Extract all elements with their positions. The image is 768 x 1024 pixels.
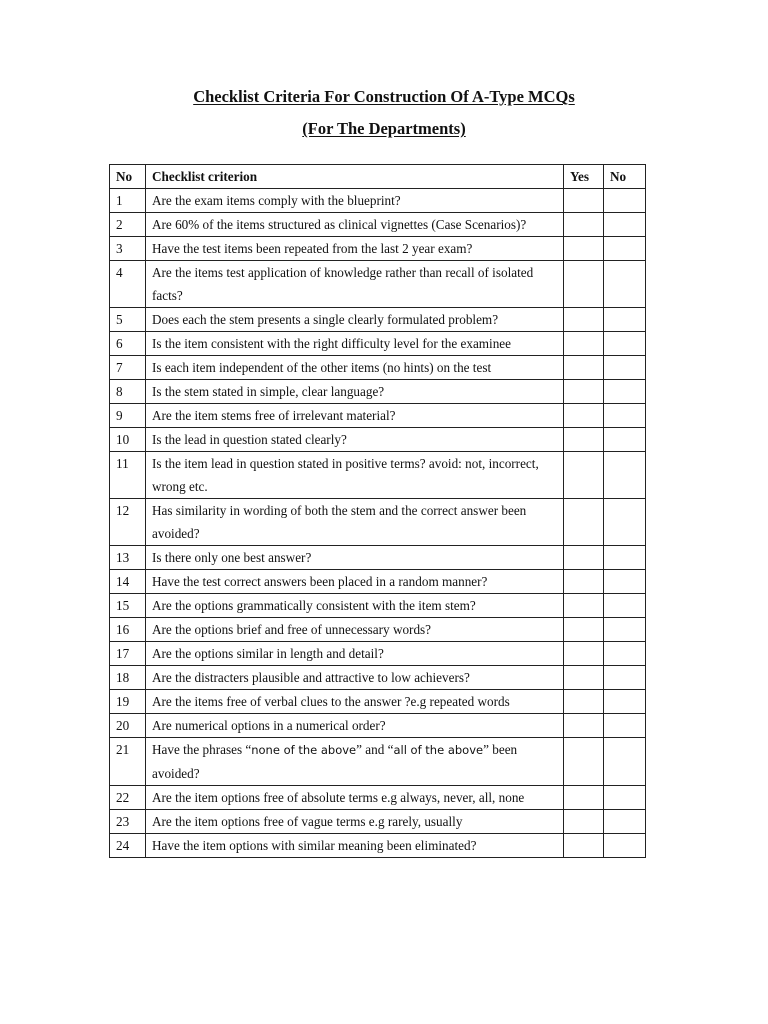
row-criterion: Are the options grammatically consistent with the item stem? (146, 594, 564, 618)
row-criterion: Is the stem stated in simple, clear language? (146, 380, 564, 404)
table-row (110, 714, 646, 738)
no-checkbox-cell[interactable] (604, 570, 646, 594)
header-criterion: Checklist criterion (146, 165, 564, 189)
yes-checkbox-cell[interactable] (564, 261, 604, 308)
table-row (110, 642, 646, 666)
row-criterion: Have the test correct answers been placed in a random manner? (146, 570, 564, 594)
row-criterion: Are the item options free of absolute terms e.g always, never, all, none (146, 786, 564, 810)
no-checkbox-cell[interactable] (604, 786, 646, 810)
table-row (110, 380, 646, 404)
table-row (110, 404, 646, 428)
no-checkbox-cell[interactable] (604, 642, 646, 666)
no-checkbox-cell[interactable] (604, 308, 646, 332)
no-checkbox-cell[interactable] (604, 452, 646, 499)
no-checkbox-cell[interactable] (604, 738, 646, 786)
row-criterion: Are the options similar in length and detail? (146, 642, 564, 666)
no-checkbox-cell[interactable] (604, 404, 646, 428)
row-criterion: Have the test items been repeated from the last 2 year exam? (146, 237, 564, 261)
table-row (110, 356, 646, 380)
row-number: 3 (110, 237, 146, 261)
criterion-text: ” and “ (356, 742, 394, 757)
row-criterion: Are the distracters plausible and attractive to low achievers? (146, 666, 564, 690)
criterion-quoted-phrase: none of the above (251, 743, 357, 757)
yes-checkbox-cell[interactable] (564, 594, 604, 618)
no-checkbox-cell[interactable] (604, 213, 646, 237)
table-row (110, 810, 646, 834)
yes-checkbox-cell[interactable] (564, 499, 604, 546)
row-number: 21 (110, 738, 146, 786)
table-row (110, 308, 646, 332)
checklist-table (109, 164, 646, 858)
table-row (110, 834, 646, 858)
row-criterion: Are numerical options in a numerical order? (146, 714, 564, 738)
table-header-row (110, 165, 646, 189)
header-yes: Yes (564, 165, 604, 189)
row-number: 9 (110, 404, 146, 428)
row-number: 15 (110, 594, 146, 618)
table-row (110, 594, 646, 618)
row-number: 6 (110, 332, 146, 356)
table-row (110, 261, 646, 308)
table-body (110, 189, 646, 858)
yes-checkbox-cell[interactable] (564, 332, 604, 356)
table-row (110, 786, 646, 810)
row-number: 10 (110, 428, 146, 452)
yes-checkbox-cell[interactable] (564, 666, 604, 690)
yes-checkbox-cell[interactable] (564, 428, 604, 452)
header-no-answer: No (604, 165, 646, 189)
no-checkbox-cell[interactable] (604, 428, 646, 452)
table-row (110, 237, 646, 261)
row-criterion: Have the item options with similar meaning been eliminated? (146, 834, 564, 858)
row-number: 18 (110, 666, 146, 690)
document-title: Checklist Criteria For Construction Of A-Type MCQs (193, 87, 575, 106)
row-criterion: Has similarity in wording of both the stem and the correct answer been avoided? (146, 499, 564, 546)
criterion-text: Have the phrases “ (152, 742, 252, 757)
row-number: 5 (110, 308, 146, 332)
row-number: 8 (110, 380, 146, 404)
no-checkbox-cell[interactable] (604, 618, 646, 642)
no-checkbox-cell[interactable] (604, 356, 646, 380)
row-criterion: Are 60% of the items structured as clinical vignettes (Case Scenarios)? (146, 213, 564, 237)
table-row (110, 213, 646, 237)
table-row (110, 499, 646, 546)
row-criterion: Are the exam items comply with the blueprint? (146, 189, 564, 213)
table-row (110, 428, 646, 452)
no-checkbox-cell[interactable] (604, 714, 646, 738)
no-checkbox-cell[interactable] (604, 666, 646, 690)
yes-checkbox-cell[interactable] (564, 786, 604, 810)
row-number: 13 (110, 546, 146, 570)
row-criterion: Is the item lead in question stated in positive terms? avoid: not, incorrect, wrong etc. (146, 452, 564, 499)
no-checkbox-cell[interactable] (604, 499, 646, 546)
yes-checkbox-cell[interactable] (564, 452, 604, 499)
no-checkbox-cell[interactable] (604, 332, 646, 356)
criterion-text: ” been avoided? (152, 742, 518, 781)
table-row (110, 189, 646, 213)
row-number: 24 (110, 834, 146, 858)
row-number: 1 (110, 189, 146, 213)
row-criterion: Is each item independent of the other items (no hints) on the test (146, 356, 564, 380)
row-criterion: Is the item consistent with the right difficulty level for the examinee (146, 332, 564, 356)
criterion-quoted-phrase: all of the above (393, 743, 484, 757)
yes-checkbox-cell[interactable] (564, 738, 604, 786)
table-row (110, 546, 646, 570)
table-row (110, 618, 646, 642)
yes-checkbox-cell[interactable] (564, 810, 604, 834)
row-number: 23 (110, 810, 146, 834)
row-number: 17 (110, 642, 146, 666)
row-number: 20 (110, 714, 146, 738)
yes-checkbox-cell[interactable] (564, 642, 604, 666)
table-row (110, 332, 646, 356)
row-number: 4 (110, 261, 146, 308)
row-criterion: Does each the stem presents a single clearly formulated problem? (146, 308, 564, 332)
row-number: 12 (110, 499, 146, 546)
row-criterion: Are the item options free of vague terms e.g rarely, usually (146, 810, 564, 834)
no-checkbox-cell[interactable] (604, 594, 646, 618)
row-number: 7 (110, 356, 146, 380)
row-number: 2 (110, 213, 146, 237)
table-row (110, 666, 646, 690)
no-checkbox-cell[interactable] (604, 237, 646, 261)
yes-checkbox-cell[interactable] (564, 570, 604, 594)
no-checkbox-cell[interactable] (604, 546, 646, 570)
table-row (110, 570, 646, 594)
row-criterion: Are the options brief and free of unnecessary words? (146, 618, 564, 642)
yes-checkbox-cell[interactable] (564, 380, 604, 404)
yes-checkbox-cell[interactable] (564, 237, 604, 261)
no-checkbox-cell[interactable] (604, 834, 646, 858)
row-criterion: Are the item stems free of irrelevant material? (146, 404, 564, 428)
row-number: 14 (110, 570, 146, 594)
table-row (110, 452, 646, 499)
no-checkbox-cell[interactable] (604, 189, 646, 213)
row-number: 22 (110, 786, 146, 810)
yes-checkbox-cell[interactable] (564, 834, 604, 858)
table-row (110, 738, 646, 786)
table-row (110, 690, 646, 714)
yes-checkbox-cell[interactable] (564, 356, 604, 380)
yes-checkbox-cell[interactable] (564, 213, 604, 237)
row-criterion: Is the lead in question stated clearly? (146, 428, 564, 452)
yes-checkbox-cell[interactable] (564, 714, 604, 738)
yes-checkbox-cell[interactable] (564, 308, 604, 332)
no-checkbox-cell[interactable] (604, 261, 646, 308)
yes-checkbox-cell[interactable] (564, 690, 604, 714)
yes-checkbox-cell[interactable] (564, 189, 604, 213)
header-no: No (110, 165, 146, 189)
row-number: 19 (110, 690, 146, 714)
yes-checkbox-cell[interactable] (564, 546, 604, 570)
no-checkbox-cell[interactable] (604, 690, 646, 714)
yes-checkbox-cell[interactable] (564, 404, 604, 428)
row-criterion: Are the items test application of knowledge rather than recall of isolated facts? (146, 261, 564, 308)
no-checkbox-cell[interactable] (604, 810, 646, 834)
row-number: 16 (110, 618, 146, 642)
document-subtitle: (For The Departments) (302, 119, 466, 138)
row-criterion (146, 738, 564, 786)
no-checkbox-cell[interactable] (604, 380, 646, 404)
row-criterion: Are the items free of verbal clues to the answer ?e.g repeated words (146, 690, 564, 714)
row-criterion: Is there only one best answer? (146, 546, 564, 570)
yes-checkbox-cell[interactable] (564, 618, 604, 642)
row-number: 11 (110, 452, 146, 499)
